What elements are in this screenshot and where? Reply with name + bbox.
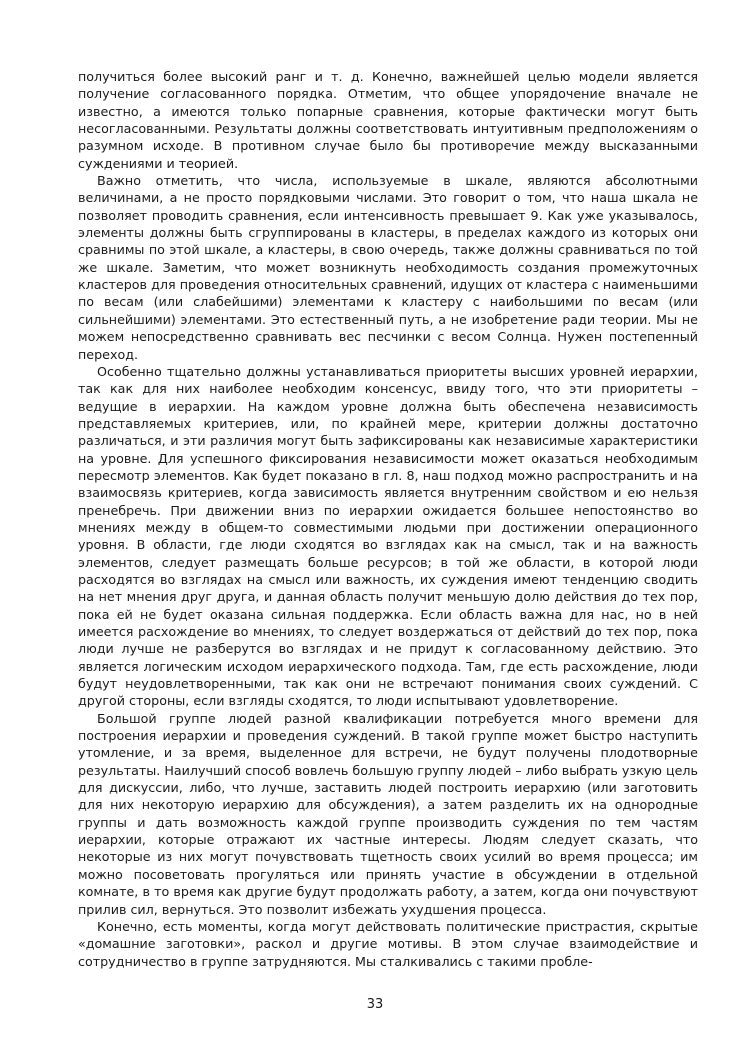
- paragraph-5: Конечно, есть моменты, когда могут действовать политические пристрастия, скрытые «домашние заготовки», раскол и другие мотивы. В этом случае взаимодействие и сотрудничество в группе затрудняются. Мы сталкивались с такими пробле-: [78, 918, 698, 969]
- paragraph-4: Большой группе людей разной квалификации потребуется много времени для построения иерархии и проведения суждений. В такой группе может быстро наступить утомление, и за время, выделенное для встречи, не будут получены плодотворные результаты. Наилучший способ вовлечь большую группу людей – либо выбрать узкую цель для дискуссии, либо, что лучше, заставить людей построить иерархию (или заготовить для них некоторую иерархию для обсуждения), а затем разделить их на однородные группы и дать возможность каждой группе производить суждения по тем частям иерархии, которые отражают их частные интересы. Людям следует сказать, что некоторые из них могут почувствовать тщетность своих усилий во время процесса; им можно посоветовать прогуляться или принять участие в обсуждении в отдельной комнате, в то время как другие будут продолжать работу, а затем, когда они почувствуют прилив сил, вернуться. Это позволит избежать ухудшения процесса.: [78, 710, 698, 917]
- paragraph-2: Важно отметить, что числа, используемые в шкале, являются абсолютными величинами, а не просто порядковыми числами. Это говорит о том, что наша шкала не позволяет проводить сравнения, если интенсивность превышает 9. Как уже указывалось, элементы должны быть сгруппированы в кластеры, в пределах каждого из которых они сравнимы по этой шкале, а кластеры, в свою очередь, также должны сравниваться по той же шкале. Заметим, что может возникнуть необходимость создания промежуточных кластеров для проведения относительных сравнений, идущих от кластера с наименьшими по весам (или слабейшими) элементами к кластеру с наибольшими по весам (или сильнейшими) элементами. Это естественный путь, а не изобретение ради теории. Мы не можем непосредственно сравнивать вес песчинки с весом Солнца. Нужен постепенный переход.: [78, 173, 698, 362]
- page-body: [78, 68, 698, 970]
- paragraph-3: Особенно тщательно должны устанавливаться приоритеты высших уровней иерархии, так как для них наиболее необходим консенсус, ввиду того, что эти приоритеты – ведущие в иерархии. На каждом уровне должна быть обеспечена независимость представляемых критериев, или, по крайней мере, критерии должны достаточно различаться, и эти различия могут быть зафиксированы как независимые характеристики на уровне. Для успешного фиксирования независимости может оказаться необходимым пересмотр элементов. Как будет показано в гл. 8, наш подход можно распространить и на взаимосвязь критериев, когда зависимость является внутренним свойством и ею нельзя пренебречь. При движении вниз по иерархии ожидается большее непостоянство во мнениях между в общем-то совместимыми людьми при достижении операционного уровня. В области, где люди сходятся во взглядах как на смысл, так и на важность элементов, следует размещать больше ресурсов; в той же области, в которой люди расходятся во взглядах на смысл или важность, их суждения имеют тенденцию сводить на нет мнения друг друга, и данная область получит меньшую долю действия до тех пор, пока ей не будет оказана сильная поддержка. Если область важна для нас, но в ней имеется расхождение во мнениях, то следует воздержаться от действий до тех пор, пока люди лучше не разберутся во взглядах и не придут к согласованному действию. Это является логическим исходом иерархического подхода. Там, где есть расхождение, люди будут неудовлетворенными, так как они не встречают понимания своих суждений. С другой стороны, если взгляды сходятся, то люди испытывают удовлетворение.: [78, 363, 698, 709]
- paragraph-1: получиться более высокий ранг и т. д. Конечно, важнейшей целью модели является получение согласованного порядка. Отметим, что общее упорядочение вначале не известно, а имеются только попарные сравнения, которые фактически могут быть несогласованными. Результаты должны соответствовать интуитивным предположениям о разумном исходе. В противном случае было бы противоречие между высказанными суждениями и теорией.: [78, 69, 698, 171]
- page-number: 33: [366, 997, 384, 1012]
